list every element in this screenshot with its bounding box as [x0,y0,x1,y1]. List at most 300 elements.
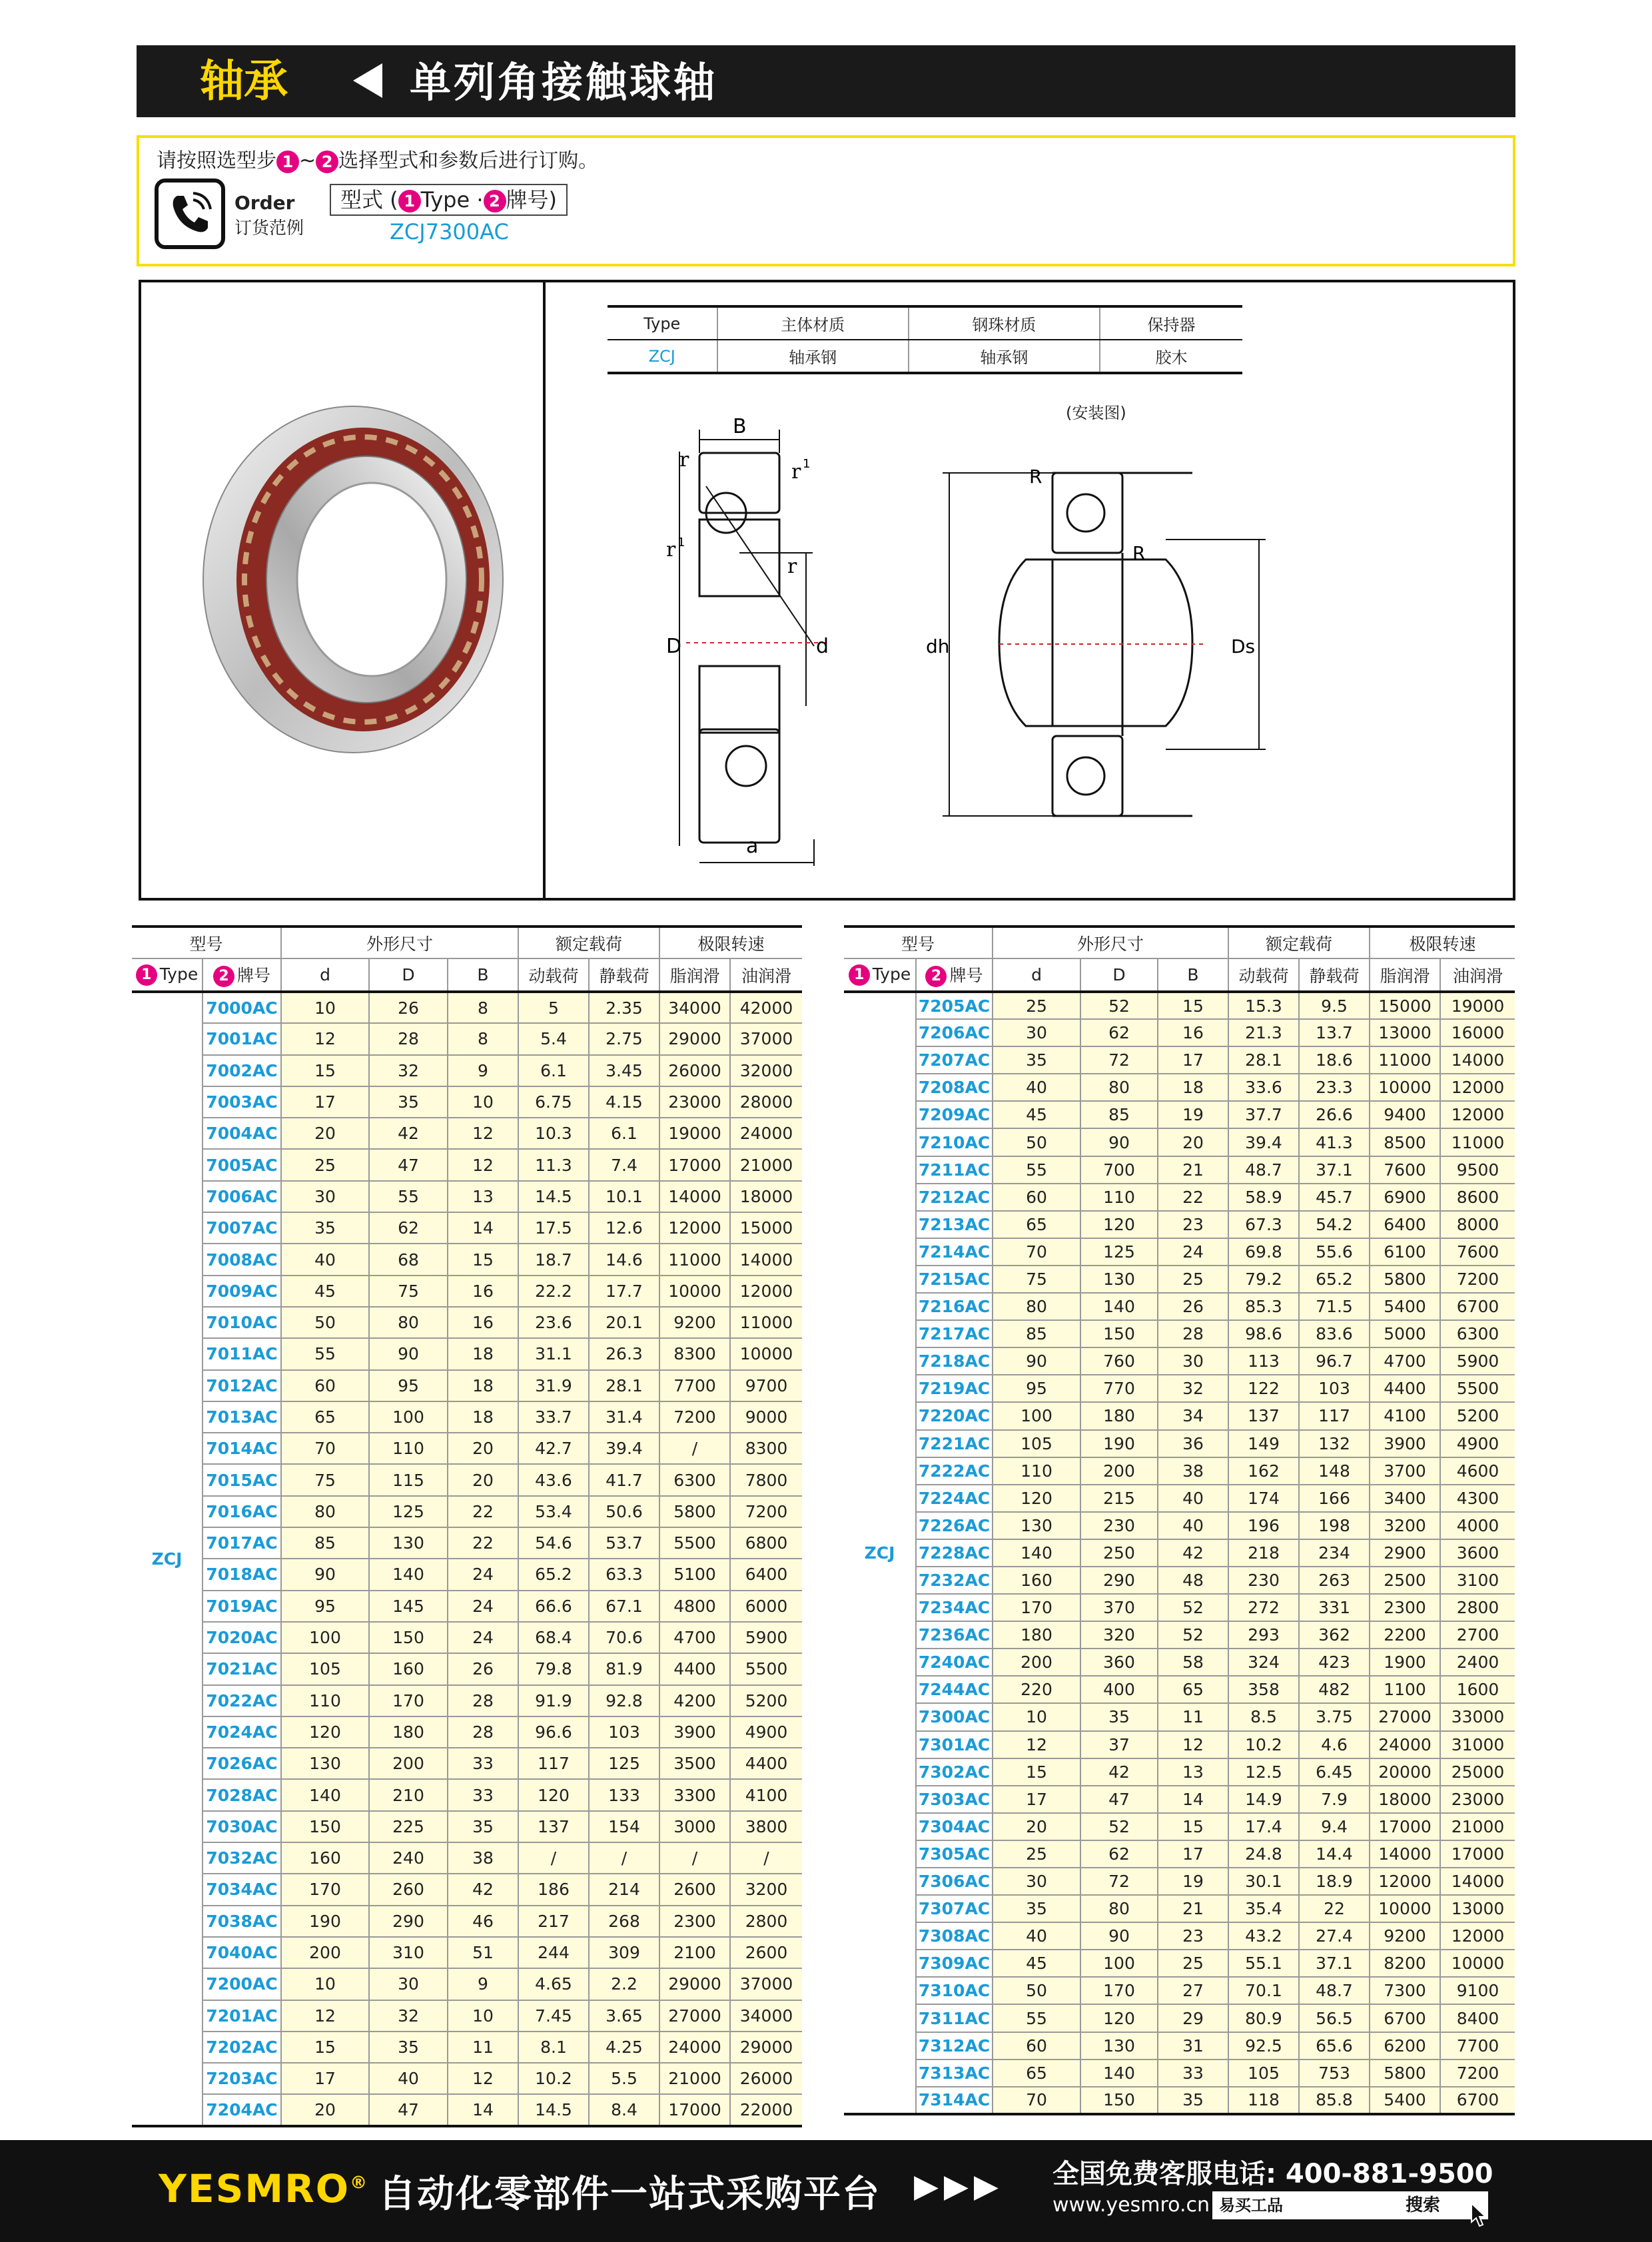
value-cell: 35.4 [1228,1895,1299,1922]
model-cell[interactable]: 7218AC [916,1347,993,1375]
model-cell[interactable]: 7200AC [203,1968,281,2000]
value-cell: 3700 [1370,1457,1440,1485]
value-cell: 9.5 [1299,992,1370,1019]
model-cell[interactable]: 7311AC [916,2004,993,2032]
value-cell: 140 [993,1539,1080,1567]
table-row [132,1338,802,1369]
value-cell: 40 [369,2063,448,2094]
search-button[interactable]: 搜索 [1406,2195,1441,2215]
model-cell[interactable]: 7202AC [203,2032,281,2063]
value-cell: 234 [1299,1539,1370,1567]
table-row [132,2094,802,2125]
value-cell: 70 [993,1238,1080,1266]
value-cell: 162 [1228,1457,1299,1485]
value-cell: 56.5 [1299,2004,1370,2032]
value-cell: 10 [281,1968,369,2000]
value-cell: 18 [1158,1074,1228,1101]
value-cell: 20 [281,2094,369,2125]
table-row [132,1559,802,1590]
table-row [132,1811,802,1842]
model-cell[interactable]: 7219AC [916,1375,993,1402]
header-bar [137,45,1515,117]
value-cell: 42 [448,1874,518,1905]
value-cell: 65 [1158,1676,1228,1703]
value-cell: 4400 [730,1748,802,1779]
model-cell[interactable]: 7220AC [916,1402,993,1429]
value-cell: 110 [1080,1184,1158,1211]
value-cell: 22 [1158,1184,1228,1211]
value-cell: 7800 [730,1464,802,1495]
value-cell: 27000 [1370,1703,1440,1730]
model-cell[interactable]: 7213AC [916,1211,993,1238]
value-cell: 14000 [730,1244,802,1275]
header-dimensions: 外形尺寸 [993,927,1228,958]
value-cell: 26000 [730,2063,802,2094]
value-cell: 120 [518,1779,589,1810]
model-cell[interactable]: 7304AC [916,1813,993,1840]
model-cell[interactable]: 7309AC [916,1950,993,1977]
value-cell: 11000 [730,1307,802,1338]
model-cell[interactable]: 7214AC [916,1238,993,1266]
table-row [844,1512,1515,1539]
model-cell[interactable]: 7026AC [203,1748,281,1779]
value-cell: 113 [1228,1347,1299,1375]
model-cell[interactable]: 7201AC [203,2000,281,2032]
label-a: a [746,835,759,858]
model-cell[interactable]: 7240AC [916,1649,993,1676]
header-oil: 油润滑 [1440,958,1515,992]
value-cell: 42 [1080,1758,1158,1786]
value-cell: 31000 [1440,1731,1515,1758]
table-row [844,1128,1515,1156]
model-cell[interactable]: 7307AC [916,1895,993,1922]
model-cell[interactable]: 7216AC [916,1293,993,1320]
model-cell[interactable]: 7226AC [916,1512,993,1539]
value-cell: 4.6 [1299,1731,1370,1758]
value-cell: 160 [993,1567,1080,1594]
value-cell: 150 [1080,2087,1158,2114]
model-cell[interactable]: 7024AC [203,1716,281,1748]
value-cell: 4900 [1440,1430,1515,1457]
value-cell: 30 [369,1968,448,2000]
value-cell: 120 [1080,1211,1158,1238]
value-cell: 3200 [730,1874,802,1905]
value-cell: 28 [448,1685,518,1716]
model-cell[interactable]: 7038AC [203,1906,281,1937]
spec-header-type: Type [608,306,717,340]
model-cell[interactable]: 7303AC [916,1786,993,1813]
value-cell: 81.9 [589,1653,659,1684]
model-cell[interactable]: 7016AC [203,1496,281,1527]
value-cell: 65.6 [1299,2032,1370,2059]
table-row [132,1055,802,1086]
model-cell[interactable]: 7236AC [916,1621,993,1649]
model-cell[interactable]: 7301AC [916,1731,993,1758]
value-cell: 6.1 [589,1118,659,1149]
model-cell[interactable]: 7020AC [203,1622,281,1653]
table-row [844,1649,1515,1676]
value-cell: 190 [1080,1430,1158,1457]
value-cell: 100 [1080,1950,1158,1977]
model-cell[interactable]: 7228AC [916,1539,993,1567]
value-cell: 6700 [1440,1293,1515,1320]
value-cell: 198 [1299,1512,1370,1539]
model-cell[interactable]: 7215AC [916,1266,993,1293]
footer-website[interactable]: www.yesmro.cn [1052,2193,1210,2217]
value-cell: 52 [1080,992,1158,1019]
model-cell[interactable]: 7007AC [203,1212,281,1244]
model-cell[interactable]: 7232AC [916,1567,993,1594]
table-row [132,992,802,1023]
value-cell: 130 [1080,2032,1158,2059]
value-cell: 12 [448,1118,518,1149]
value-cell: 42 [369,1118,448,1149]
value-cell: 14000 [1440,1046,1515,1074]
model-cell[interactable]: 7017AC [203,1527,281,1559]
label-r1: r [791,460,801,484]
value-cell: 220 [993,1676,1080,1703]
value-cell: 6000 [730,1591,802,1622]
model-cell[interactable]: 7312AC [916,2032,993,2059]
label-R: R [1029,466,1042,488]
value-cell: 20 [281,1118,369,1149]
model-cell[interactable]: 7207AC [916,1046,993,1074]
value-cell: 170 [281,1874,369,1905]
value-cell: 180 [993,1621,1080,1649]
value-cell: 29000 [659,1023,730,1054]
value-cell: 80 [993,1293,1080,1320]
table-row [844,1539,1515,1567]
model-cell[interactable]: 7206AC [916,1019,993,1046]
table-row [132,1370,802,1401]
value-cell: 13000 [1370,1019,1440,1046]
instruction-sep: ~ [299,149,316,173]
header-static: 静载荷 [1299,958,1370,992]
value-cell: 18 [448,1401,518,1433]
triangle-left-icon [353,63,382,98]
model-cell[interactable]: 7210AC [916,1128,993,1156]
table-row [132,1276,802,1307]
label-sup: 1 [677,536,685,550]
model-cell[interactable]: 7212AC [916,1184,993,1211]
table-row [844,1074,1515,1101]
value-cell: 3900 [1370,1430,1440,1457]
bearing-photo [187,380,513,779]
value-cell: 80 [1080,1074,1158,1101]
model-cell[interactable]: 7010AC [203,1307,281,1338]
value-cell: 14 [1158,1786,1228,1813]
model-cell[interactable]: 7217AC [916,1320,993,1347]
model-cell[interactable]: 7300AC [916,1703,993,1730]
value-cell: 15 [281,2032,369,2063]
format-text: 牌号) [506,187,558,212]
value-cell: 91.9 [518,1685,589,1716]
value-cell: 7700 [659,1370,730,1401]
value-cell: 35 [1158,2087,1228,2114]
value-cell: 170 [1080,1977,1158,2004]
model-cell[interactable]: 7032AC [203,1842,281,1874]
value-cell: 47 [369,1149,448,1180]
header-brand-label: 牌号 [236,966,270,985]
value-cell: 18.6 [1299,1046,1370,1074]
value-cell: 331 [1299,1594,1370,1621]
model-cell[interactable]: 7222AC [916,1457,993,1485]
frame-divider [543,280,546,901]
value-cell: 15 [1158,1813,1228,1840]
value-cell: 5 [518,992,589,1023]
model-cell[interactable]: 7221AC [916,1430,993,1457]
value-cell: 10.1 [589,1181,659,1212]
model-cell[interactable]: 7018AC [203,1559,281,1590]
model-cell[interactable]: 7244AC [916,1676,993,1703]
brand-badge: 2 [213,966,234,987]
value-cell: 3300 [659,1779,730,1810]
value-cell: 26 [1158,1293,1228,1320]
value-cell: 9400 [1370,1101,1440,1128]
value-cell: 2800 [1440,1594,1515,1621]
value-cell: 16 [1158,1019,1228,1046]
value-cell: 309 [589,1937,659,1968]
value-cell: 174 [1228,1485,1299,1512]
model-cell[interactable]: 7209AC [916,1101,993,1128]
value-cell: 324 [1228,1649,1299,1676]
value-cell: 3.65 [589,2000,659,2032]
model-cell[interactable]: 7021AC [203,1653,281,1684]
value-cell: 20 [448,1433,518,1464]
value-cell: 5800 [1370,1266,1440,1293]
value-cell: 14.9 [1228,1786,1299,1813]
value-cell: 180 [369,1716,448,1748]
model-cell[interactable]: 7224AC [916,1485,993,1512]
value-cell: 12000 [1370,1868,1440,1895]
value-cell: 1100 [1370,1676,1440,1703]
table-row [844,2087,1515,2114]
spec-header-ball: 钢珠材质 [909,306,1100,340]
value-cell: 79.2 [1228,1266,1299,1293]
value-cell: 35 [281,1212,369,1244]
model-cell[interactable]: 7028AC [203,1779,281,1810]
arrows-icon: ▶▶▶ [914,2167,1004,2205]
value-cell: 29000 [659,1968,730,2000]
table-row [844,2004,1515,2032]
value-cell: 68 [369,1244,448,1275]
table-row [844,1184,1515,1211]
model-cell[interactable]: 7030AC [203,1811,281,1842]
value-cell: 24 [448,1622,518,1653]
spec-header-body: 主体材质 [717,306,909,340]
value-cell: 95 [369,1370,448,1401]
value-cell: 23.3 [1299,1074,1370,1101]
value-cell: 400 [1080,1676,1158,1703]
value-cell: 6200 [1370,2032,1440,2059]
value-cell: 17 [281,1086,369,1118]
model-cell[interactable]: 7313AC [916,2059,993,2087]
value-cell: 32 [1158,1375,1228,1402]
value-cell: 67.1 [589,1591,659,1622]
model-cell[interactable]: 7208AC [916,1074,993,1101]
value-cell: 1600 [1440,1676,1515,1703]
value-cell: 17 [1158,1046,1228,1074]
value-cell: 362 [1299,1621,1370,1649]
value-cell: 148 [1299,1457,1370,1485]
model-cell[interactable]: 7003AC [203,1086,281,1118]
value-cell: 42.7 [518,1433,589,1464]
format-text: 型式 ( [340,187,398,212]
value-cell: 8600 [1440,1184,1515,1211]
label-dh: dh [926,635,950,657]
value-cell: 2.75 [589,1023,659,1054]
value-cell: 33 [448,1748,518,1779]
model-cell[interactable]: 7308AC [916,1922,993,1950]
model-cell[interactable]: 7004AC [203,1118,281,1149]
model-cell[interactable]: 7005AC [203,1149,281,1180]
model-cell[interactable]: 7040AC [203,1937,281,1968]
value-cell: 26000 [659,1055,730,1086]
value-cell: 17 [1158,1840,1228,1868]
value-cell: 115 [369,1464,448,1495]
value-cell: 170 [993,1594,1080,1621]
table-row [132,1591,802,1622]
table-row [844,1320,1515,1347]
model-cell[interactable]: 7205AC [916,992,993,1019]
table-row [844,1430,1515,1457]
value-cell: 310 [369,1937,448,1968]
table-row [132,1906,802,1937]
value-cell: 58 [1158,1649,1228,1676]
value-cell: 9500 [1440,1156,1515,1184]
model-cell[interactable]: 7314AC [916,2087,993,2114]
model-cell[interactable]: 7002AC [203,1055,281,1086]
table-row [844,1950,1515,1977]
model-cell[interactable]: 7014AC [203,1433,281,1464]
value-cell: 4300 [1440,1485,1515,1512]
value-cell: 62 [369,1212,448,1244]
value-cell: 225 [369,1811,448,1842]
model-cell[interactable]: 7011AC [203,1338,281,1369]
value-cell: 72 [1080,1868,1158,1895]
value-cell: 70 [993,2087,1080,2114]
value-cell: 9000 [730,1401,802,1433]
table-row [132,1401,802,1433]
spec-cell-cage: 胶木 [1100,340,1242,373]
label-R: R [1132,542,1146,564]
model-cell[interactable]: 7305AC [916,1840,993,1868]
value-cell: 45.7 [1299,1184,1370,1211]
value-cell: 140 [369,1559,448,1590]
value-cell: 65 [281,1401,369,1433]
table-row [844,2059,1515,2087]
value-cell: 17000 [659,1149,730,1180]
header-d: d [993,958,1080,992]
value-cell: 230 [1080,1512,1158,1539]
value-cell: 4400 [659,1653,730,1684]
value-cell: 3900 [659,1716,730,1748]
value-cell: 41.3 [1299,1128,1370,1156]
search-input[interactable]: 易买工品 [1219,2196,1283,2215]
table-row [844,1266,1515,1293]
table-row [844,1895,1515,1922]
spec-header-cage: 保持器 [1100,306,1242,340]
model-cell[interactable]: 7302AC [916,1758,993,1786]
value-cell: 14000 [1370,1840,1440,1868]
header-model: 型号 [844,927,993,958]
value-cell: 154 [589,1811,659,1842]
value-cell: 29 [1158,2004,1228,2032]
table-row [132,1874,802,1905]
value-cell: 17.7 [589,1276,659,1307]
model-cell[interactable]: 7211AC [916,1156,993,1184]
model-cell[interactable]: 7008AC [203,1244,281,1275]
table-row [132,1937,802,1968]
model-cell[interactable]: 7234AC [916,1594,993,1621]
value-cell: 15.3 [1228,992,1299,1019]
spec-table [608,305,1242,374]
model-cell[interactable]: 7015AC [203,1464,281,1495]
table-row [844,1457,1515,1485]
value-cell: 16 [448,1276,518,1307]
value-cell: 90 [1080,1922,1158,1950]
model-cell[interactable]: 7019AC [203,1591,281,1622]
table-row [132,1307,802,1338]
value-cell: 8.4 [589,2094,659,2125]
model-cell[interactable]: 7000AC [203,992,281,1023]
value-cell: 68.4 [518,1622,589,1653]
value-cell: 140 [1080,1293,1158,1320]
value-cell: 14.5 [518,1181,589,1212]
value-cell: 51 [448,1937,518,1968]
model-cell[interactable]: 7022AC [203,1685,281,1716]
value-cell: 166 [1299,1485,1370,1512]
value-cell: 160 [369,1653,448,1684]
value-cell: 110 [369,1433,448,1464]
table-row [132,1748,802,1779]
value-cell: 6.45 [1299,1758,1370,1786]
table-row [132,1527,802,1559]
model-cell[interactable]: 7310AC [916,1977,993,2004]
table-row [844,1567,1515,1594]
value-cell: 3800 [730,1811,802,1842]
value-cell: 8200 [1370,1950,1440,1977]
value-cell: 2700 [1440,1621,1515,1649]
model-cell[interactable]: 7012AC [203,1370,281,1401]
model-cell[interactable]: 7009AC [203,1276,281,1307]
value-cell: 17000 [1370,1813,1440,1840]
value-cell: 37.7 [1228,1101,1299,1128]
order-example: ZCJ7300AC [390,219,509,244]
value-cell: 9100 [1440,1977,1515,2004]
value-cell: 27 [1158,1977,1228,2004]
value-cell: 65 [993,2059,1080,2087]
model-cell[interactable]: 7203AC [203,2063,281,2094]
table-row [844,1758,1515,1786]
value-cell: 200 [1080,1457,1158,1485]
table-row [844,1594,1515,1621]
value-cell: 5900 [1440,1347,1515,1375]
model-cell[interactable]: 7204AC [203,2094,281,2125]
value-cell: 150 [1080,1320,1158,1347]
model-cell[interactable]: 7001AC [203,1023,281,1054]
model-cell[interactable]: 7306AC [916,1868,993,1895]
value-cell: 70.6 [589,1622,659,1653]
value-cell: 13.7 [1299,1019,1370,1046]
model-cell[interactable]: 7013AC [203,1401,281,1433]
value-cell: 770 [1080,1375,1158,1402]
value-cell: 12 [1158,1731,1228,1758]
model-cell[interactable]: 7006AC [203,1181,281,1212]
value-cell: 7600 [1370,1156,1440,1184]
header-load: 额定载荷 [518,927,659,958]
model-cell[interactable]: 7034AC [203,1874,281,1905]
